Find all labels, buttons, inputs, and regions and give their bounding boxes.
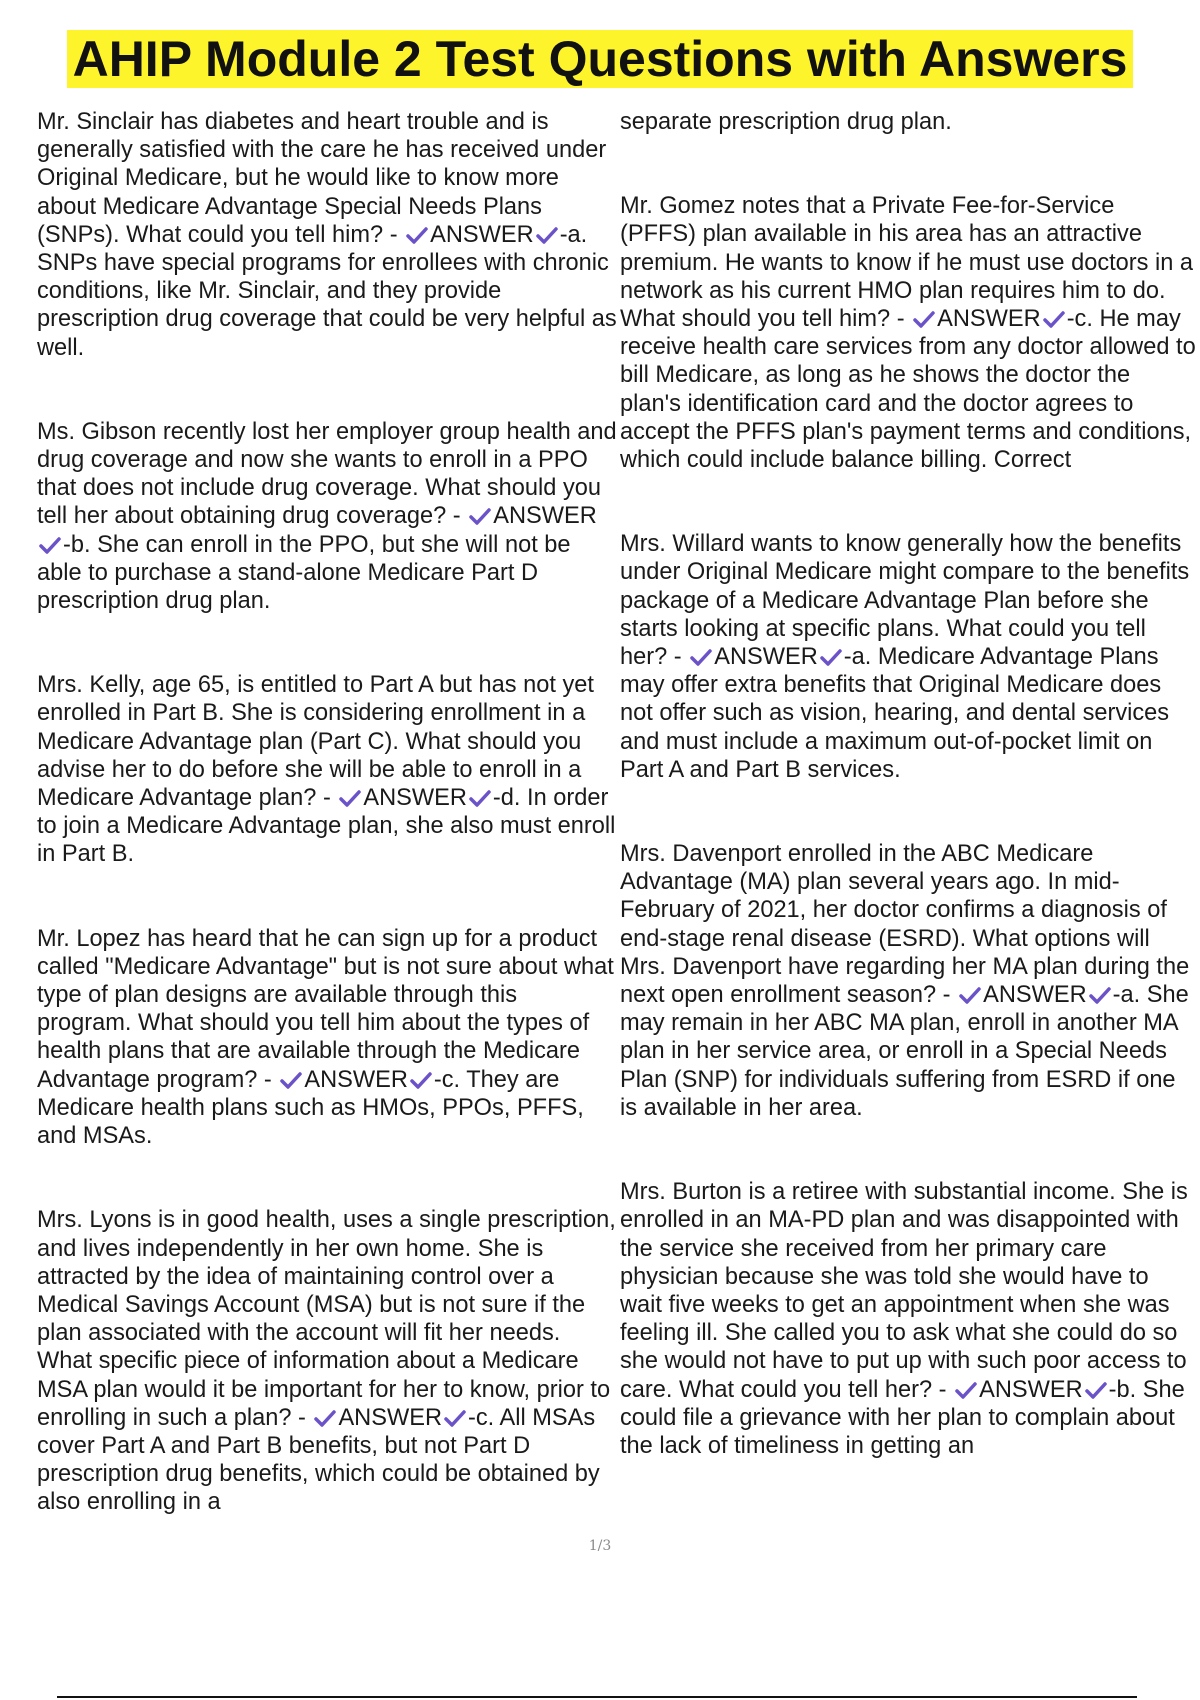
checkmark-icon	[958, 985, 982, 1005]
checkmark-icon	[313, 1408, 337, 1428]
answer-text: -b. She could file a grievance with her plan to complain about the lack of timeliness in getting an	[620, 1376, 1185, 1459]
answer-label: ANSWER	[937, 306, 1041, 333]
checkmark-icon	[338, 788, 362, 808]
qa-item	[37, 418, 617, 615]
continuation-text: separate prescription drug plan.	[620, 109, 952, 135]
left-column	[37, 108, 617, 1517]
checkmark-icon	[405, 225, 429, 245]
answer-text: -c. He may receive health care services from any doctor allowed to bill Medicare, as long as he shows the doctor the plan's identification card and the doctor agrees to accept the PFFS plan's payment terms and conditions, which could include balance billing. Correct	[620, 306, 1196, 474]
answer-text: -d. In order to join a Medicare Advantage plan, she also must enroll in Part B.	[37, 785, 616, 868]
checkmark-icon	[912, 309, 936, 329]
question-text: Mrs. Willard wants to know generally how the benefits under Original Medicare might compare to the benefits package of a Medicare Advantage Plan before she starts looking at specific plans. What could you tell her? -	[620, 531, 1190, 671]
checkmark-icon	[279, 1070, 303, 1090]
question-text: Mrs. Lyons is in good health, uses a single prescription, and lives independently in her own home. She is attracted by the idea of maintaining control over a Medical Savings Account (MSA) but is not sure if the plan associated with the account will fit her needs. What specific piece of information about a Medicare MSA plan would it be important for her to know, prior to enrolling in such a plan? -	[37, 1207, 616, 1431]
answer-label: ANSWER	[979, 1376, 1083, 1403]
answer-label: ANSWER	[338, 1404, 442, 1431]
title-bar	[0, 30, 1200, 88]
question-text: Mr. Lopez has heard that he can sign up for a product called "Medicare Advantage" but is not sure about what type of plan designs are available through this program. What should you tell him about the types of health plans that are available through the Medicare Advantage program? -	[37, 925, 614, 1093]
qa-item	[37, 925, 617, 1151]
checkmark-icon	[468, 506, 492, 526]
right-column	[620, 108, 1196, 1460]
answer-text: -a. SNPs have special programs for enrollees with chronic conditions, like Mr. Sinclair, and they provide prescription drug coverage that could be very helpful as well.	[37, 221, 617, 361]
question-text: Mrs. Burton is a retiree with substantial income. She is enrolled in an MA-PD plan and was disappointed with the service she received from her primary care physician because she was told she would have to wait five weeks to get an appointment when she was feeling ill. She called you to ask what she could do so she would not have to put up with such poor access to care. What could you tell her? -	[620, 1179, 1188, 1403]
qa-item	[37, 108, 617, 362]
question-text: Ms. Gibson recently lost her employer group health and drug coverage and now she wants to enroll in a PPO that does not include drug coverage. What should you tell her about obtaining drug coverage? -	[37, 418, 617, 530]
question-text: Mrs. Davenport enrolled in the ABC Medicare Advantage (MA) plan several years ago. In mid-February of 2021, her doctor confirms a diagnosis of end-stage renal disease (ESRD). What options will Mrs. Davenport have regarding her MA plan during the next open enrollment season? -	[620, 841, 1190, 1009]
answer-text: -b. She can enroll in the PPO, but she will not be able to purchase a stand-alone Medicare Part D prescription drug plan.	[37, 531, 571, 615]
qa-item	[620, 840, 1196, 1122]
checkmark-icon	[689, 647, 713, 667]
qa-item	[37, 1206, 617, 1516]
answer-label: ANSWER	[714, 644, 818, 671]
qa-item	[37, 671, 617, 868]
qa-item	[620, 1178, 1196, 1460]
answer-label: ANSWER	[363, 785, 467, 812]
page-number: 1/3	[588, 1538, 612, 1554]
answer-label: ANSWER	[493, 503, 597, 530]
answer-text: -c. They are Medicare health plans such as HMOs, PPOs, PFFS, and MSAs.	[37, 1066, 584, 1150]
checkmark-icon	[535, 225, 559, 245]
page-title: AHIP Module 2 Test Questions with Answers	[67, 30, 1134, 88]
question-text: Mr. Gomez notes that a Private Fee-for-Service (PFFS) plan available in his area has an attractive premium. He wants to know if he must use doctors in a network as his current HMO plan requires him to do. What should you tell him? -	[620, 193, 1194, 333]
qa-item	[620, 192, 1196, 474]
checkmark-icon	[954, 1380, 978, 1400]
checkmark-icon	[1084, 1380, 1108, 1400]
checkmark-icon	[38, 535, 62, 555]
answer-label: ANSWER	[304, 1066, 408, 1093]
checkmark-icon	[468, 788, 492, 808]
qa-item	[620, 530, 1196, 784]
answer-text: -c. All MSAs cover Part A and Part B benefits, but not Part D prescription drug benefits, which could be obtained by also enrolling in a	[37, 1404, 600, 1516]
answer-label: ANSWER	[430, 221, 534, 248]
question-text: Mr. Sinclair has diabetes and heart trouble and is generally satisfied with the care he has received under Original Medicare, but he would like to know more about Medicare Advantage Special Needs Plans (SNPs). What could you tell him? -	[37, 109, 607, 248]
question-text: Mrs. Kelly, age 65, is entitled to Part A but has not yet enrolled in Part B. She is considering enrollment in a Medicare Advantage plan (Part C). What should you advise her to do before she will be able to enroll in a Medicare Advantage plan? -	[37, 672, 594, 812]
checkmark-icon	[443, 1408, 467, 1428]
answer-label: ANSWER	[983, 982, 1087, 1009]
answer-text: -a. She may remain in her ABC MA plan, enroll in another MA plan in her service area, or enroll in a Special Needs Plan (SNP) for individuals suffering from ESRD if one is available in her area.	[620, 982, 1189, 1121]
answer-text: -a. Medicare Advantage Plans may offer extra benefits that Original Medicare does not offer such as vision, hearing, and dental services and must include a maximum out-of-pocket limit on Part A and Part B services.	[620, 644, 1170, 783]
checkmark-icon	[1088, 985, 1112, 1005]
checkmark-icon	[409, 1070, 433, 1090]
checkmark-icon	[819, 647, 843, 667]
footer-divider	[57, 1696, 1137, 1698]
checkmark-icon	[1042, 309, 1066, 329]
